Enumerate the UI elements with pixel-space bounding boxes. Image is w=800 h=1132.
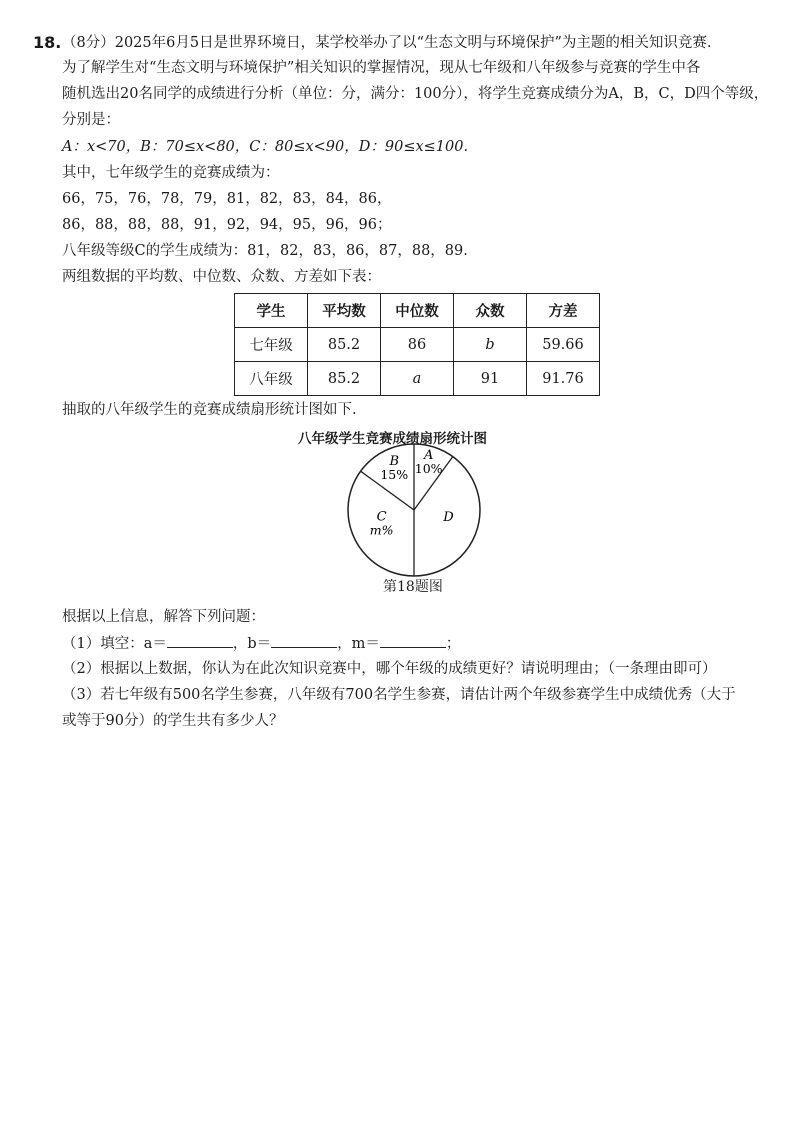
table-cell: 86 [381,328,454,362]
chart-title: 八年级学生竞赛成绩扇形统计图 [298,431,487,447]
grade7-scores-2: 86，88，88，88，91，92，94，95，96，96； [62,217,392,233]
table-cell: 91 [454,362,527,396]
grade8-c-scores: 八年级等级C的学生成绩为：81，82，83，86，87，88，89. [62,243,468,259]
grade-definition: A：x<70，B：70≤x<80，C：80≤x<90，D：90≤x≤100. [62,139,469,155]
table-header-cell: 中位数 [381,294,454,328]
table-cell: 91.76 [527,362,600,396]
answer-blank-m[interactable] [380,633,446,648]
question-number: 18. [33,33,62,52]
answer-blank-a[interactable] [167,633,233,648]
grade7-scores-1: 66，75，76，78，79，81，82，83，84，86， [62,191,392,207]
pie-slice-percent: 15% [380,467,409,483]
intro-line-1: （8分）2025年6月5日是世界环境日，某学校举办了以“生态文明与环境保护”为主题的相关知识竞赛. [62,35,712,51]
pie-slice-percent: m% [369,522,394,538]
intro-line-2: 为了解学生对“生态文明与环境保护”相关知识的掌握情况，现从七年级和八年级参与竞赛的学生中各 [62,60,701,76]
table-cell: 59.66 [527,328,600,362]
table-header-cell: 众数 [454,294,527,328]
pie-slice-percent: 10% [414,460,443,476]
table-row [235,362,600,396]
table-header-cell: 学生 [235,294,308,328]
table-cell: 七年级 [235,328,308,362]
pie-slice-label: D [443,510,454,526]
figure-caption: 第18题图 [383,579,443,595]
table-cell: 85.2 [308,362,381,396]
pie-slice-label: C [376,509,387,525]
pie-slice-label: B [389,454,400,470]
intro-line-4: 分别是： [62,112,120,128]
sub-question-2: （2）根据以上数据，你认为在此次知识竞赛中，哪个年级的成绩更好？请说明理由；（一条理由即可） [62,661,717,677]
question-prompt: 根据以上信息，解答下列问题： [62,609,265,625]
sub-question-3-line-1: （3）若七年级有500名学生参赛，八年级有700名学生参赛，请估计两个年级参赛学生中成绩优秀（大于 [62,687,736,703]
table-cell: a [381,362,454,396]
q1-m: ，m＝ [337,636,380,652]
table-header-row [235,294,600,328]
after-table-text: 抽取的八年级学生的竞赛成绩扇形统计图如下. [62,402,357,418]
intro-line-6: 其中，七年级学生的竞赛成绩为： [62,165,280,181]
q1-b: ，b＝ [232,636,272,652]
statistics-table [234,293,600,396]
sub-question-3-line-2: 或等于90分）的学生共有多少人？ [62,713,284,729]
pie-slice-label: A [423,447,434,463]
intro-line-3: 随机选出20名同学的成绩进行分析（单位：分，满分：100分），将学生竞赛成绩分为A，B，C，D四个等级， [62,86,769,102]
pie-chart [334,440,494,580]
table-cell: b [454,328,527,362]
table-cell: 85.2 [308,328,381,362]
q1-end: ； [445,636,461,652]
table-row [235,328,600,362]
intro-line-10: 两组数据的平均数、中位数、众数、方差如下表： [62,269,381,285]
sub-question-1 [62,633,460,654]
answer-blank-b[interactable] [271,633,337,648]
table-cell: 八年级 [235,362,308,396]
table-header-cell: 方差 [527,294,600,328]
table-header-cell: 平均数 [308,294,381,328]
q1-prefix: （1）填空：a＝ [62,636,167,652]
